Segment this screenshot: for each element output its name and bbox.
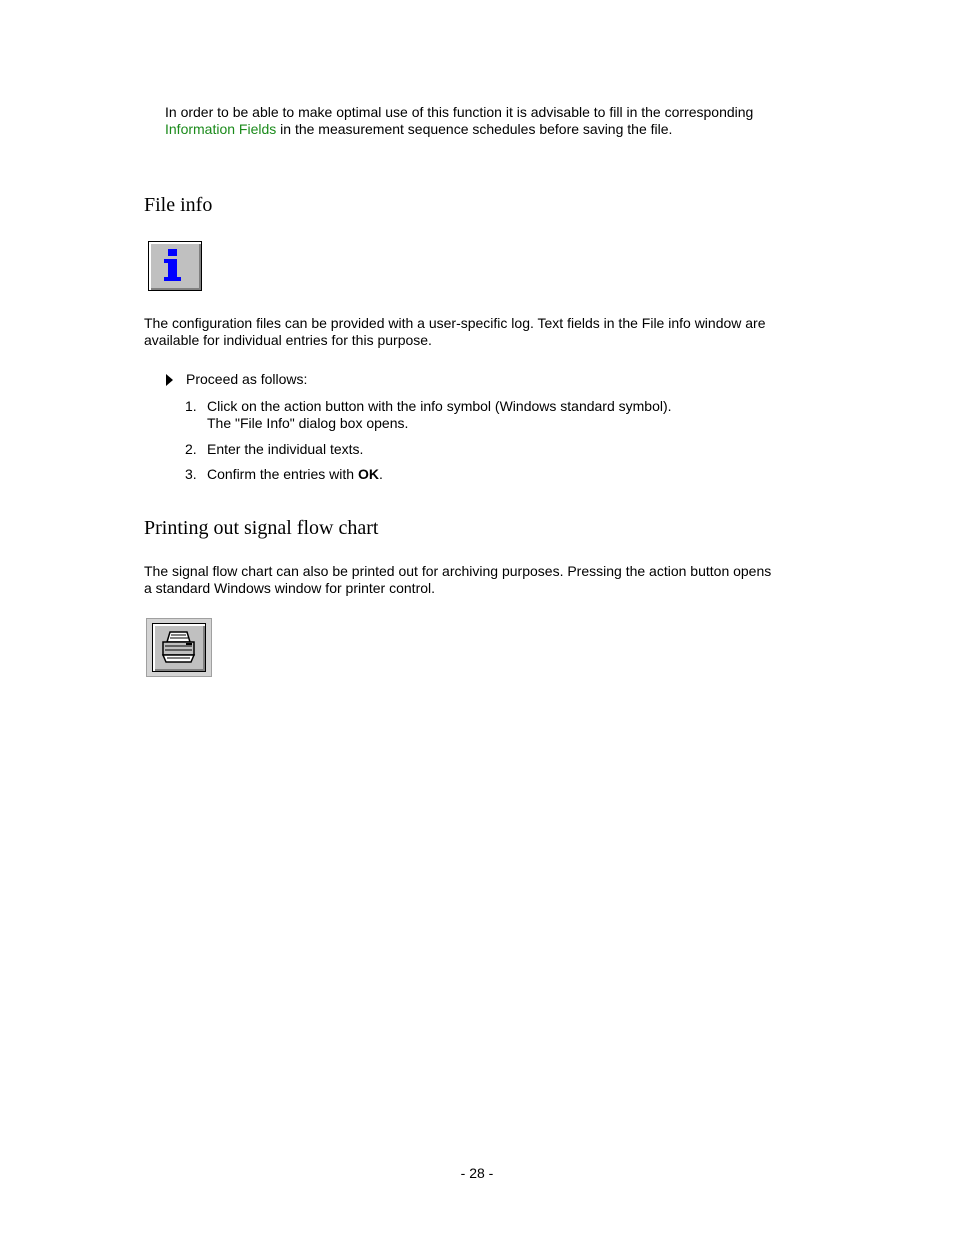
file-info-heading: File info bbox=[144, 194, 213, 216]
print-button[interactable] bbox=[152, 623, 206, 672]
print-line-2: a standard Windows window for printer control. bbox=[144, 580, 436, 596]
step-3-text: Confirm the entries with bbox=[207, 466, 358, 482]
step-2 bbox=[185, 441, 363, 458]
file-info-line-2: available for individual entries for this purpose. bbox=[144, 332, 432, 348]
page-number: - 28 - bbox=[460, 1165, 494, 1181]
printer-icon bbox=[153, 624, 205, 671]
information-fields-link[interactable]: Information Fields bbox=[165, 121, 277, 137]
step-1-text: Click on the action button with the info symbol (Windows standard symbol). bbox=[207, 398, 672, 414]
file-info-button[interactable] bbox=[148, 241, 202, 291]
step-3 bbox=[185, 466, 383, 483]
print-button-frame bbox=[146, 618, 212, 677]
step-3-period: . bbox=[378, 466, 383, 482]
step-1 bbox=[185, 398, 672, 415]
step-2-number: 2. bbox=[185, 441, 197, 457]
step-3-number: 3. bbox=[185, 466, 197, 482]
proceed-bullet-text: Proceed as follows: bbox=[186, 371, 308, 387]
step-2-text: Enter the individual texts. bbox=[207, 441, 364, 457]
intro-paragraph bbox=[165, 104, 753, 138]
step-1-subtext: The "File Info" dialog box opens. bbox=[207, 415, 409, 431]
print-paragraph bbox=[144, 563, 771, 597]
intro-line-1: In order to be able to make optimal use of this function it is advisable to fill in the corresponding bbox=[165, 104, 754, 120]
file-info-paragraph bbox=[144, 315, 766, 349]
ok-label: OK bbox=[357, 466, 379, 482]
print-heading: Printing out signal flow chart bbox=[144, 517, 379, 539]
info-icon bbox=[149, 242, 201, 290]
intro-line-2: in the measurement sequence schedules before saving the file. bbox=[276, 121, 673, 137]
triangle-right-icon bbox=[164, 374, 174, 386]
step-1-number: 1. bbox=[185, 398, 197, 414]
file-info-line-1: The configuration files can be provided with a user-specific log. Text fields in the File info window are bbox=[144, 315, 766, 331]
print-line-1: The signal flow chart can also be printed out for archiving purposes. Pressing the action button opens bbox=[144, 563, 772, 579]
